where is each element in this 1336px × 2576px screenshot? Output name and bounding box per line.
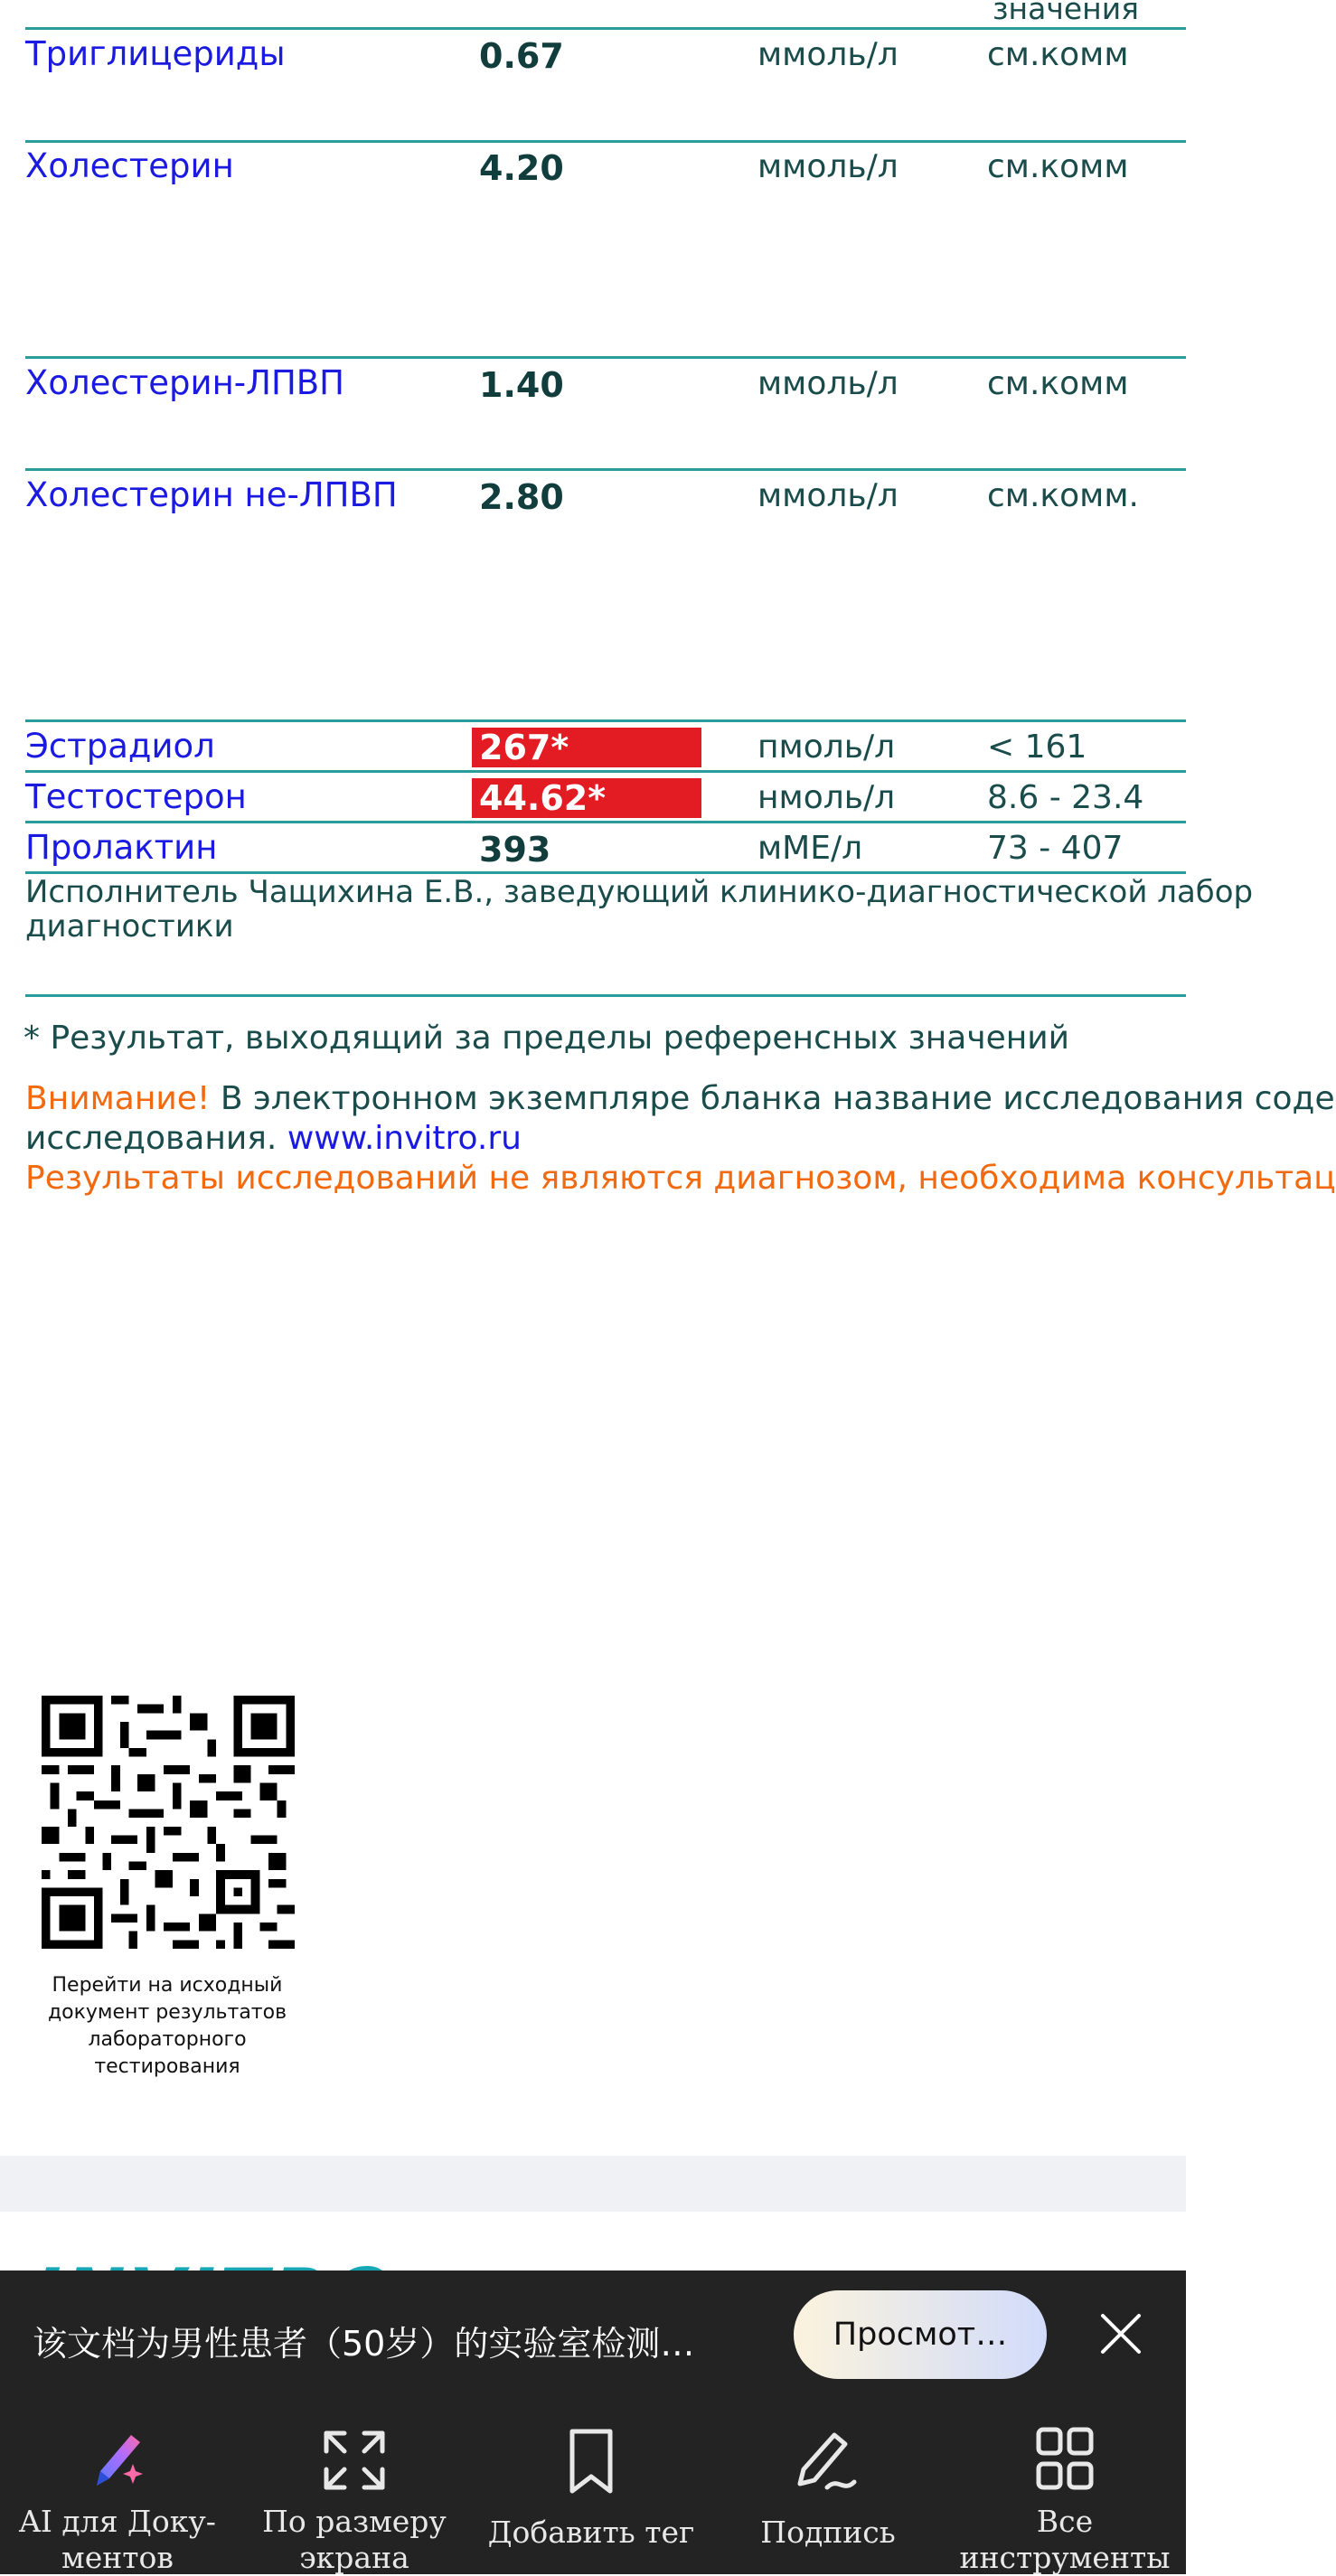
table-rule	[25, 994, 1186, 997]
warning-text: В электронном экземпляре бланка название исследования соде	[210, 1080, 1335, 1117]
analyte-name: Холестерин-ЛПВП	[25, 363, 344, 402]
analyte-name: Триглицериды	[25, 34, 286, 73]
table-rule	[25, 821, 1186, 823]
analyte-reference: см.комм.	[987, 477, 1139, 514]
table-rule	[25, 140, 1186, 143]
page-separator	[0, 2156, 1186, 2212]
analyte-reference: см.комм	[987, 365, 1129, 402]
reference-column-header: значения	[993, 0, 1140, 26]
tool-label: экрана	[299, 2540, 409, 2575]
warning-label: Внимание!	[25, 1080, 211, 1117]
table-rule	[25, 27, 1186, 30]
analyte-unit: пмоль/л	[757, 729, 896, 766]
performer-line: диагностики	[25, 908, 234, 945]
analyte-reference: 8.6 - 23.4	[987, 779, 1144, 816]
tool-label: Все	[1036, 2504, 1094, 2539]
tool-label: По размеру	[262, 2504, 447, 2539]
ai-sparkle-pen-icon	[77, 2424, 158, 2496]
tool-label: Подпись	[760, 2515, 896, 2550]
ai-summary-text[interactable]: 该文档为男性患者（50岁）的实验室检测…	[33, 2324, 695, 2364]
analyte-reference: 73 - 407	[987, 830, 1124, 867]
analyte-name: Пролактин	[25, 828, 218, 867]
grid-icon	[1024, 2424, 1105, 2496]
analyte-unit: ммоль/л	[757, 477, 899, 514]
footnote: * Результат, выходящий за пределы референсных значений	[24, 1020, 1070, 1057]
warning-block	[25, 1079, 1336, 1199]
analyte-value: 2.80	[479, 477, 564, 517]
analyte-reference: см.комм	[987, 36, 1129, 73]
analyte-name: Тестостерон	[25, 777, 247, 816]
warning-text: исследования.	[25, 1120, 287, 1157]
tool-label: Добавить тег	[487, 2515, 695, 2550]
analyte-name: Холестерин	[25, 146, 234, 185]
next-page-preview	[0, 2212, 1186, 2266]
analyte-value-flagged: 44.62*	[472, 778, 701, 818]
invitro-link[interactable]: www.invitro.ru	[287, 1120, 522, 1157]
analyte-value: 0.67	[479, 36, 564, 76]
table-rule	[25, 356, 1186, 359]
analyte-value-flagged: 267*	[472, 728, 701, 767]
qr-caption-line: документ результатов	[47, 2001, 287, 2024]
view-summary-button[interactable]: Просмот…	[794, 2290, 1047, 2379]
tool-all-tools[interactable]	[947, 2424, 1182, 2576]
analyte-value: 4.20	[479, 148, 564, 188]
qr-caption	[18, 1972, 316, 2081]
analyte-unit: ммоль/л	[757, 36, 899, 73]
bottom-toolbar	[0, 2406, 1186, 2574]
qr-code[interactable]	[42, 1696, 295, 1949]
fit-screen-icon	[314, 2424, 395, 2496]
table-rule	[25, 468, 1186, 471]
tool-ai-documents[interactable]	[0, 2424, 235, 2576]
close-icon[interactable]	[1096, 2308, 1146, 2359]
analyte-value: 393	[479, 830, 551, 870]
analyte-unit: нмоль/л	[757, 779, 896, 816]
analyte-reference: < 161	[987, 729, 1087, 766]
analyte-unit: ммоль/л	[757, 148, 899, 185]
qr-caption-line: Перейти на исходный	[52, 1974, 283, 1997]
qr-caption-line: лабораторного тестирования	[88, 2028, 247, 2078]
warning-line	[25, 1119, 1336, 1159]
analyte-unit: мМЕ/л	[757, 830, 863, 867]
ai-summary-banner	[0, 2270, 1186, 2406]
warning-line	[25, 1079, 1336, 1119]
tool-label: инструменты	[959, 2540, 1171, 2575]
bookmark-icon	[550, 2424, 632, 2496]
analyte-unit: ммоль/л	[757, 365, 899, 402]
performer-note	[25, 874, 1254, 945]
analyte-value: 1.40	[479, 365, 564, 405]
tool-signature[interactable]	[710, 2424, 946, 2551]
analyte-reference: см.комм	[987, 148, 1129, 185]
signature-pen-icon	[787, 2424, 869, 2496]
analyte-name: Холестерин не-ЛПВП	[25, 475, 398, 514]
disclaimer-text: Результаты исследований не являются диагнозом, необходима консультац	[25, 1160, 1336, 1197]
tool-add-tag[interactable]	[474, 2424, 709, 2551]
table-rule	[25, 770, 1186, 773]
tool-fit-screen[interactable]	[237, 2424, 472, 2576]
performer-line: Исполнитель Чащихина Е.В., заведующий клинико-диагностической лабор	[25, 874, 1254, 910]
tool-label: AI для Доку-	[19, 2504, 216, 2539]
table-rule	[25, 719, 1186, 722]
analyte-name: Эстрадиол	[25, 727, 215, 766]
tool-label: ментов	[61, 2540, 174, 2575]
